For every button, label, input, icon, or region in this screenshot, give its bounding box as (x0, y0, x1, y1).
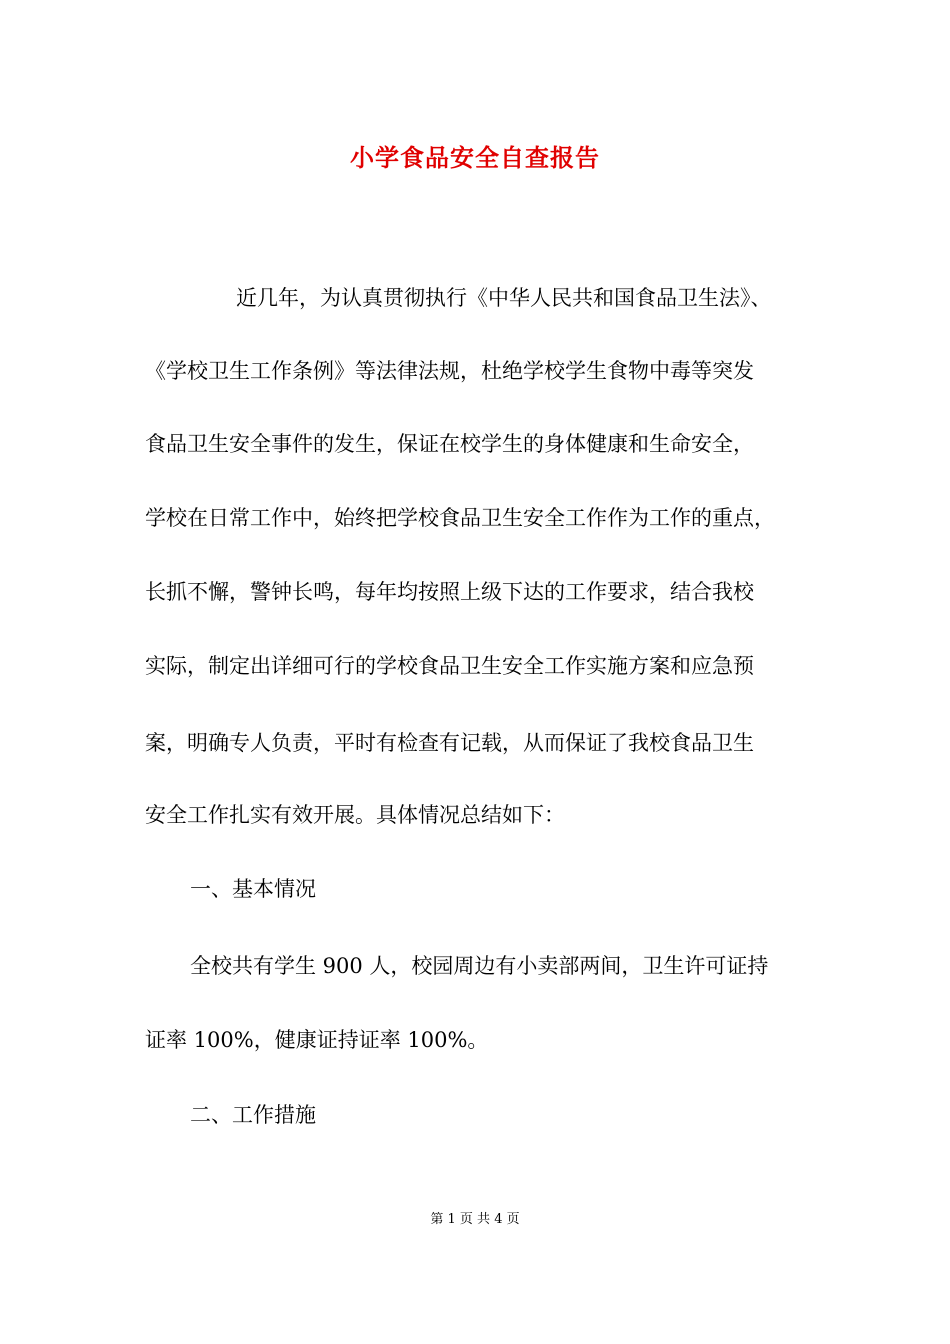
document-title: 小学食品安全自查报告 (350, 143, 600, 172)
page-number: 第 1 页 共 4 页 (430, 1212, 520, 1227)
paragraph-line: 长抓不懈，警钟长鸣，每年均按照上级下达的工作要求，结合我校 (145, 580, 754, 604)
paragraph-line: 证率 100%，健康证持证率 100%。 (145, 1028, 489, 1052)
paragraph-line: 实际，制定出详细可行的学校食品卫生安全工作实施方案和应急预 (145, 654, 754, 678)
paragraph-line: 食品卫生安全事件的发生，保证在校学生的身体健康和生命安全， (145, 432, 754, 456)
paragraph-line: 近几年，为认真贯彻执行《中华人民共和国食品卫生法》、 (236, 286, 772, 310)
paragraph-line: 案，明确专人负责，平时有检查有记载，从而保证了我校食品卫生 (145, 731, 754, 755)
paragraph-line: 《学校卫生工作条例》等法律法规，杜绝学校学生食物中毒等突发 (145, 359, 754, 383)
section-heading-basic: 一、基本情况 (190, 877, 316, 901)
paragraph-line: 安全工作扎实有效开展。具体情况总结如下： (145, 803, 565, 827)
paragraph-line: 学校在日常工作中，始终把学校食品卫生安全工作作为工作的重点， (145, 506, 775, 530)
paragraph-line: 全校共有学生 900 人，校园周边有小卖部两间，卫生许可证持 (190, 954, 769, 978)
section-heading-measures: 二、工作措施 (190, 1103, 316, 1127)
